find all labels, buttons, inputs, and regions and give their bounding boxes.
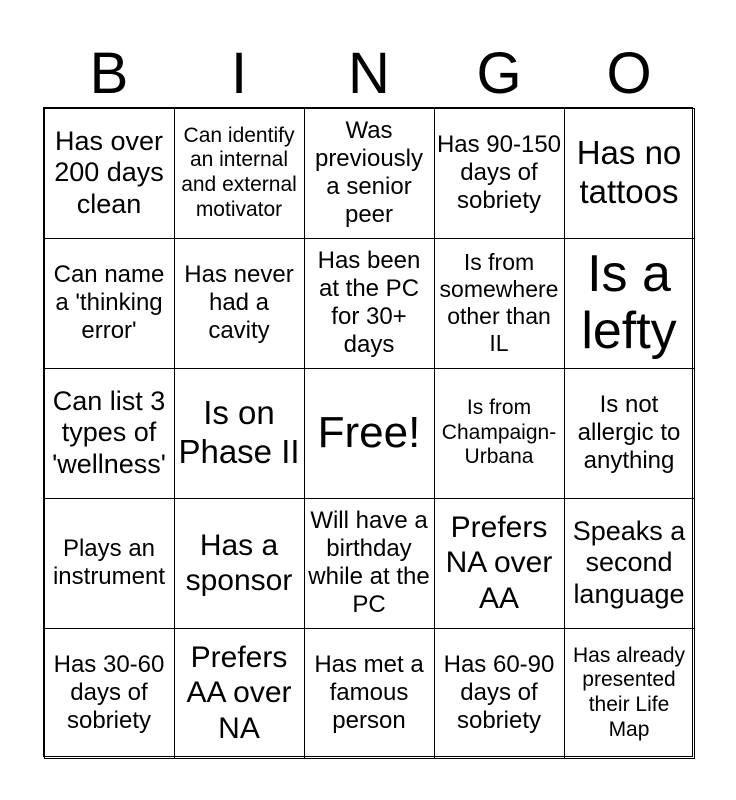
header-letter-g: G [476, 41, 522, 106]
bingo-cell[interactable]: Has never had a cavity [174, 238, 305, 369]
bingo-cell[interactable]: Is from Champaign-Urbana [434, 368, 565, 499]
bingo-cell[interactable]: Has been at the PC for 30+ days [304, 238, 435, 369]
bingo-cell[interactable]: Plays an instrument [44, 498, 175, 629]
header-letter-o: O [606, 41, 652, 106]
bingo-cell[interactable]: Is a lefty [564, 238, 695, 369]
header-letter-n: N [348, 41, 390, 106]
bingo-header [44, 40, 694, 108]
bingo-cell[interactable]: Has 90-150 days of sobriety [434, 108, 565, 239]
bingo-cell[interactable]: Has 60-90 days of sobriety [434, 628, 565, 759]
bingo-cell[interactable]: Can name a 'thinking error' [44, 238, 175, 369]
bingo-cell[interactable]: Has a sponsor [174, 498, 305, 629]
header-letter-i: I [230, 41, 248, 106]
bingo-cell[interactable]: Is from somewhere other than IL [434, 238, 565, 369]
bingo-cell[interactable]: Was previously a senior peer [304, 108, 435, 239]
bingo-grid [43, 107, 693, 757]
bingo-cell[interactable]: Has 30-60 days of sobriety [44, 628, 175, 759]
bingo-cell[interactable]: Will have a birthday while at the PC [304, 498, 435, 629]
bingo-cell[interactable]: Is on Phase II [174, 368, 305, 499]
bingo-cell[interactable]: Is not allergic to anything [564, 368, 695, 499]
bingo-cell[interactable]: Prefers AA over NA [174, 628, 305, 759]
bingo-cell[interactable]: Has met a famous person [304, 628, 435, 759]
bingo-cell[interactable]: Speaks a second language [564, 498, 695, 629]
bingo-cell[interactable]: Has already presented their Life Map [564, 628, 695, 759]
bingo-cell-free[interactable]: Free! [304, 368, 435, 499]
bingo-cell[interactable]: Has over 200 days clean [44, 108, 175, 239]
header-letter-b: B [89, 41, 129, 106]
bingo-cell[interactable]: Can list 3 types of 'wellness' [44, 368, 175, 499]
bingo-cell[interactable]: Has no tattoos [564, 108, 695, 239]
bingo-cell[interactable]: Prefers NA over AA [434, 498, 565, 629]
bingo-cell[interactable]: Can identify an internal and external motivator [174, 108, 305, 239]
